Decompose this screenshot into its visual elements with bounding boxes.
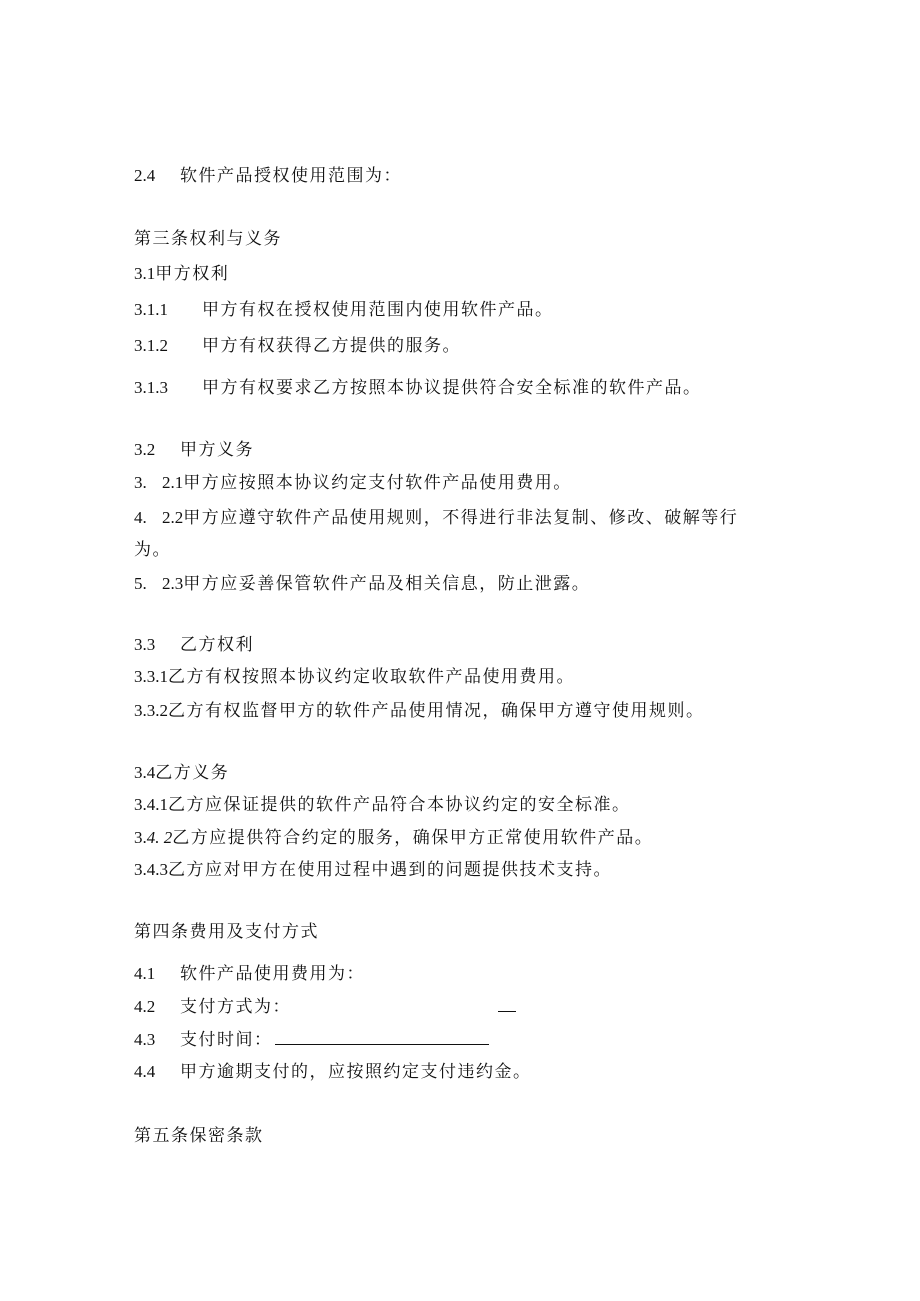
clause-text: 甲方权利 xyxy=(155,264,230,284)
clause-text-continuation: 为。 xyxy=(134,540,171,560)
clause-number: 3.1.3 xyxy=(134,378,168,397)
clause-4-2 xyxy=(134,995,516,1019)
list-item-4-continuation xyxy=(134,538,171,562)
clause-number: 2.4 xyxy=(134,166,156,185)
article-4-heading xyxy=(134,920,319,944)
clause-number: 3.4.1 xyxy=(134,795,168,814)
article-5-heading xyxy=(134,1124,264,1148)
clause-number: 2.1 xyxy=(162,473,184,492)
list-number: 3. xyxy=(134,473,147,492)
clause-3-2 xyxy=(134,438,254,462)
clause-text: 甲方有权获得乙方提供的服务。 xyxy=(202,336,461,356)
clause-number: 3.3.2 xyxy=(134,701,168,720)
clause-4-3 xyxy=(134,1028,489,1052)
clause-number: 4.1 xyxy=(134,964,156,983)
clause-text: 乙方有权监督甲方的软件产品使用情况，确保甲方遵守使用规则。 xyxy=(168,701,705,721)
clause-text: 甲方有权在授权使用范围内使用软件产品。 xyxy=(202,300,554,320)
clause-text: 乙方义务 xyxy=(155,763,230,783)
list-item-5 xyxy=(134,572,590,596)
clause-number: 4.2 xyxy=(134,997,156,1016)
clause-text: 甲方应遵守软件产品使用规则，不得进行非法复制、修改、破解等行 xyxy=(183,508,739,528)
clause-number-part-a: 3. xyxy=(134,828,147,847)
clause-3-4-1 xyxy=(134,793,631,817)
clause-text: 甲方应按照本协议约定支付软件产品使用费用。 xyxy=(183,473,572,493)
clause-3-4 xyxy=(134,761,229,785)
clause-number: 3.1 xyxy=(134,264,156,283)
list-number: 4. xyxy=(134,508,147,527)
clause-number-part-b: 4. 2 xyxy=(146,828,173,847)
clause-text: 支付时间： xyxy=(180,1030,273,1050)
clause-text: 软件产品使用费用为： xyxy=(180,964,365,984)
article-title: 第五条保密条款 xyxy=(134,1126,264,1146)
payment-method-dash xyxy=(498,1002,516,1012)
clause-text: 软件产品授权使用范围为： xyxy=(180,166,402,186)
clause-3-1-1 xyxy=(134,298,554,322)
clause-text: 乙方应保证提供的软件产品符合本协议约定的安全标准。 xyxy=(168,795,631,815)
clause-number: 2.2 xyxy=(162,508,184,527)
clause-number: 3.3 xyxy=(134,635,156,654)
clause-number: 2.3 xyxy=(162,574,184,593)
clause-text: 乙方权利 xyxy=(180,635,254,655)
clause-text: 乙方有权按照本协议约定收取软件产品使用费用。 xyxy=(168,667,575,687)
article-3-heading xyxy=(134,227,282,251)
clause-text: 乙方应对甲方在使用过程中遇到的问题提供技术支持。 xyxy=(168,860,612,880)
clause-3-1 xyxy=(134,262,229,286)
clause-3-4-3 xyxy=(134,858,612,882)
clause-text: 甲方逾期支付的，应按照约定支付违约金。 xyxy=(180,1062,532,1082)
clause-text: 甲方义务 xyxy=(180,440,254,460)
list-item-4 xyxy=(134,506,738,530)
clause-number: 3.1.1 xyxy=(134,300,168,319)
clause-number: 3.3.1 xyxy=(134,667,168,686)
article-title: 第四条费用及支付方式 xyxy=(134,922,319,942)
clause-4-4 xyxy=(134,1060,532,1084)
clause-text: 乙方应提供符合约定的服务，确保甲方正常使用软件产品。 xyxy=(172,828,654,848)
clause-2-4 xyxy=(134,164,402,188)
clause-number: 4.3 xyxy=(134,1030,156,1049)
list-item-3 xyxy=(134,471,572,495)
payment-time-blank[interactable] xyxy=(275,1030,489,1045)
clause-3-3 xyxy=(134,633,254,657)
clause-3-3-2 xyxy=(134,699,705,723)
clause-text: 支付方式为： xyxy=(180,997,291,1017)
clause-number: 4.4 xyxy=(134,1062,156,1081)
list-number: 5. xyxy=(134,574,147,593)
article-title: 第三条权利与义务 xyxy=(134,229,282,249)
clause-number: 3.4.3 xyxy=(134,860,168,879)
clause-text: 甲方有权要求乙方按照本协议提供符合安全标准的软件产品。 xyxy=(202,378,702,398)
clause-3-3-1 xyxy=(134,665,575,689)
clause-3-1-2 xyxy=(134,334,461,358)
clause-number: 3.2 xyxy=(134,440,156,459)
clause-text: 甲方应妥善保管软件产品及相关信息，防止泄露。 xyxy=(183,574,591,594)
clause-3-1-3 xyxy=(134,376,702,400)
clause-3-4-2 xyxy=(134,826,653,850)
clause-4-1 xyxy=(134,962,365,986)
clause-number: 3.4 xyxy=(134,763,156,782)
clause-number: 3.1.2 xyxy=(134,336,168,355)
